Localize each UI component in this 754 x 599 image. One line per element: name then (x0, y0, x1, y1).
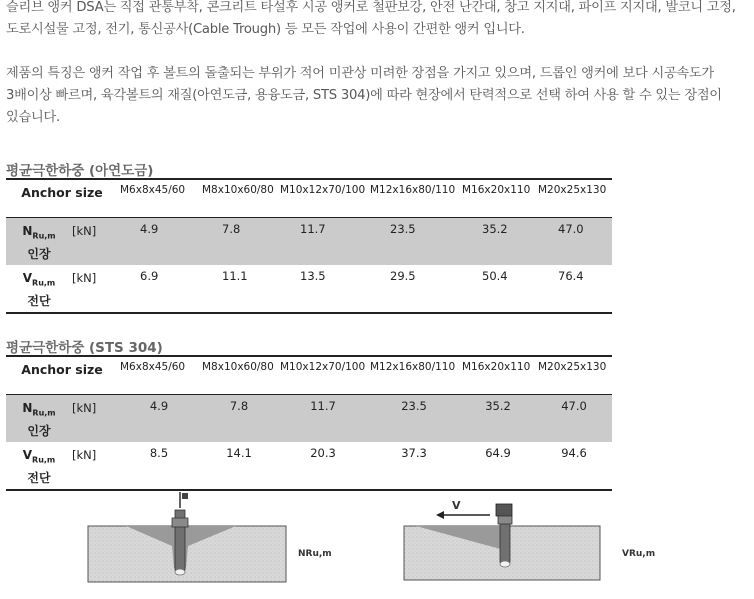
anchor-size-header: M20x25x130 (538, 184, 607, 196)
row-label: $N_{Ru,m}$ 인장 [kN] (6, 218, 118, 266)
anchor-size-label: Anchor size (21, 185, 103, 200)
anchor-size-header: M6x8x45/60 (120, 361, 186, 373)
anchor-size-header: M6x8x45/60 (120, 184, 186, 196)
anchor-size-header: M8x10x60/80 (202, 361, 274, 373)
load-flag-icon (182, 493, 188, 499)
table-cell: 7.8 (200, 218, 278, 266)
row-label: $V_{Ru,m}$ 전단 [kN] (6, 442, 118, 490)
tension-label: NRu,m (298, 549, 332, 559)
shear-label: VRu,m (622, 549, 656, 559)
table-cell: 50.4 (482, 269, 508, 283)
table-cell: 14.1 (226, 446, 252, 460)
intro-paragraph-1: 슬리브 앵커 DSA는 직접 관통부착, 콘크리트 타설후 시공 앵커로 철판보강, 안전 난간대, 창고 지지대, 파이프 지지대, 발코니 고정, 도로시설물 고정, 전기, 통신공사(Cable Trough) 등 모든 작업에 사용이 간편한 앵커 입니다. (6, 0, 736, 37)
table-cell: 47.0 (536, 395, 612, 443)
table-cell: 6.9 (140, 269, 159, 283)
table-cell: 64.9 (485, 446, 511, 460)
load-table-galvanized (6, 178, 612, 314)
table-cell: 76.4 (558, 269, 584, 283)
table-row (6, 442, 612, 490)
anchor-size-header: M12x16x80/110 (370, 361, 456, 373)
table-cell: 35.2 (460, 395, 536, 443)
table-cell: 37.3 (401, 446, 427, 460)
unit-label: [kN] (72, 224, 97, 238)
table-cell: 11.1 (222, 269, 248, 283)
anchor-size-header: M16x20x110 (462, 184, 531, 196)
anchor-size-header: M10x12x70/100 (280, 361, 366, 373)
shear-arrow-head-icon (436, 511, 444, 519)
table-cell: 47.0 (536, 218, 612, 266)
table-row (6, 265, 612, 313)
anchor-size-header: M8x10x60/80 (202, 184, 274, 196)
table-cell: 8.5 (149, 446, 169, 460)
table-cell: 13.5 (300, 269, 326, 283)
shear-load-diagram (400, 488, 700, 594)
table-cell: 23.5 (368, 395, 460, 443)
table-cell: 29.5 (390, 269, 416, 283)
table-row (6, 395, 612, 443)
table1-heading: 평균극한하중 (아연도금) (6, 163, 154, 179)
table-cell: 11.7 (278, 218, 368, 266)
anchor-size-label: Anchor size (21, 362, 103, 377)
table2-heading: 평균극한하중 (STS 304) (6, 340, 163, 356)
intro-paragraph-2: 제품의 특징은 앵커 작업 후 볼트의 돌출되는 부위가 적어 미관상 미려한 장점을 가지고 있으며, 드롭인 앵커에 보다 시공속도가 3배이상 빠르며, 육각볼트의 재질(아연도금, 용융도금, STS 304)에 따라 현장에서 탄력적으로 선택 하여 사용 할 수 있는 장점이 있습니다. (6, 66, 722, 125)
table-row (6, 218, 612, 266)
shear-arrow-label: V (452, 499, 461, 512)
table-cell: 20.3 (310, 446, 336, 460)
anchor-nut (498, 516, 512, 524)
row-label: $N_{Ru,m}$ 인장 [kN] (6, 395, 118, 443)
table-cell: 23.5 (368, 218, 460, 266)
table-cell: 7.8 (200, 395, 278, 443)
table-cell: 11.7 (278, 395, 368, 443)
table-cell: 35.2 (460, 218, 536, 266)
table-cell: 94.6 (561, 446, 587, 460)
anchor-size-header: M20x25x130 (538, 361, 607, 373)
anchor-tip (500, 561, 510, 567)
table-cell: 4.9 (118, 395, 200, 443)
anchor-size-header: M16x20x110 (462, 361, 531, 373)
unit-label: [kN] (72, 401, 97, 415)
tension-load-diagram (86, 488, 336, 594)
unit-label: [kN] (72, 448, 97, 462)
table-cell: 4.9 (118, 218, 200, 266)
anchor-head (496, 504, 512, 516)
load-table-sts304 (6, 355, 612, 491)
unit-label: [kN] (72, 271, 97, 285)
row-label: $V_{Ru,m}$ 전단 [kN] (6, 265, 118, 313)
anchor-size-header: M12x16x80/110 (370, 184, 456, 196)
anchor-head (172, 518, 188, 527)
anchor-tip (175, 569, 185, 575)
anchor-size-header: M10x12x70/100 (280, 184, 366, 196)
